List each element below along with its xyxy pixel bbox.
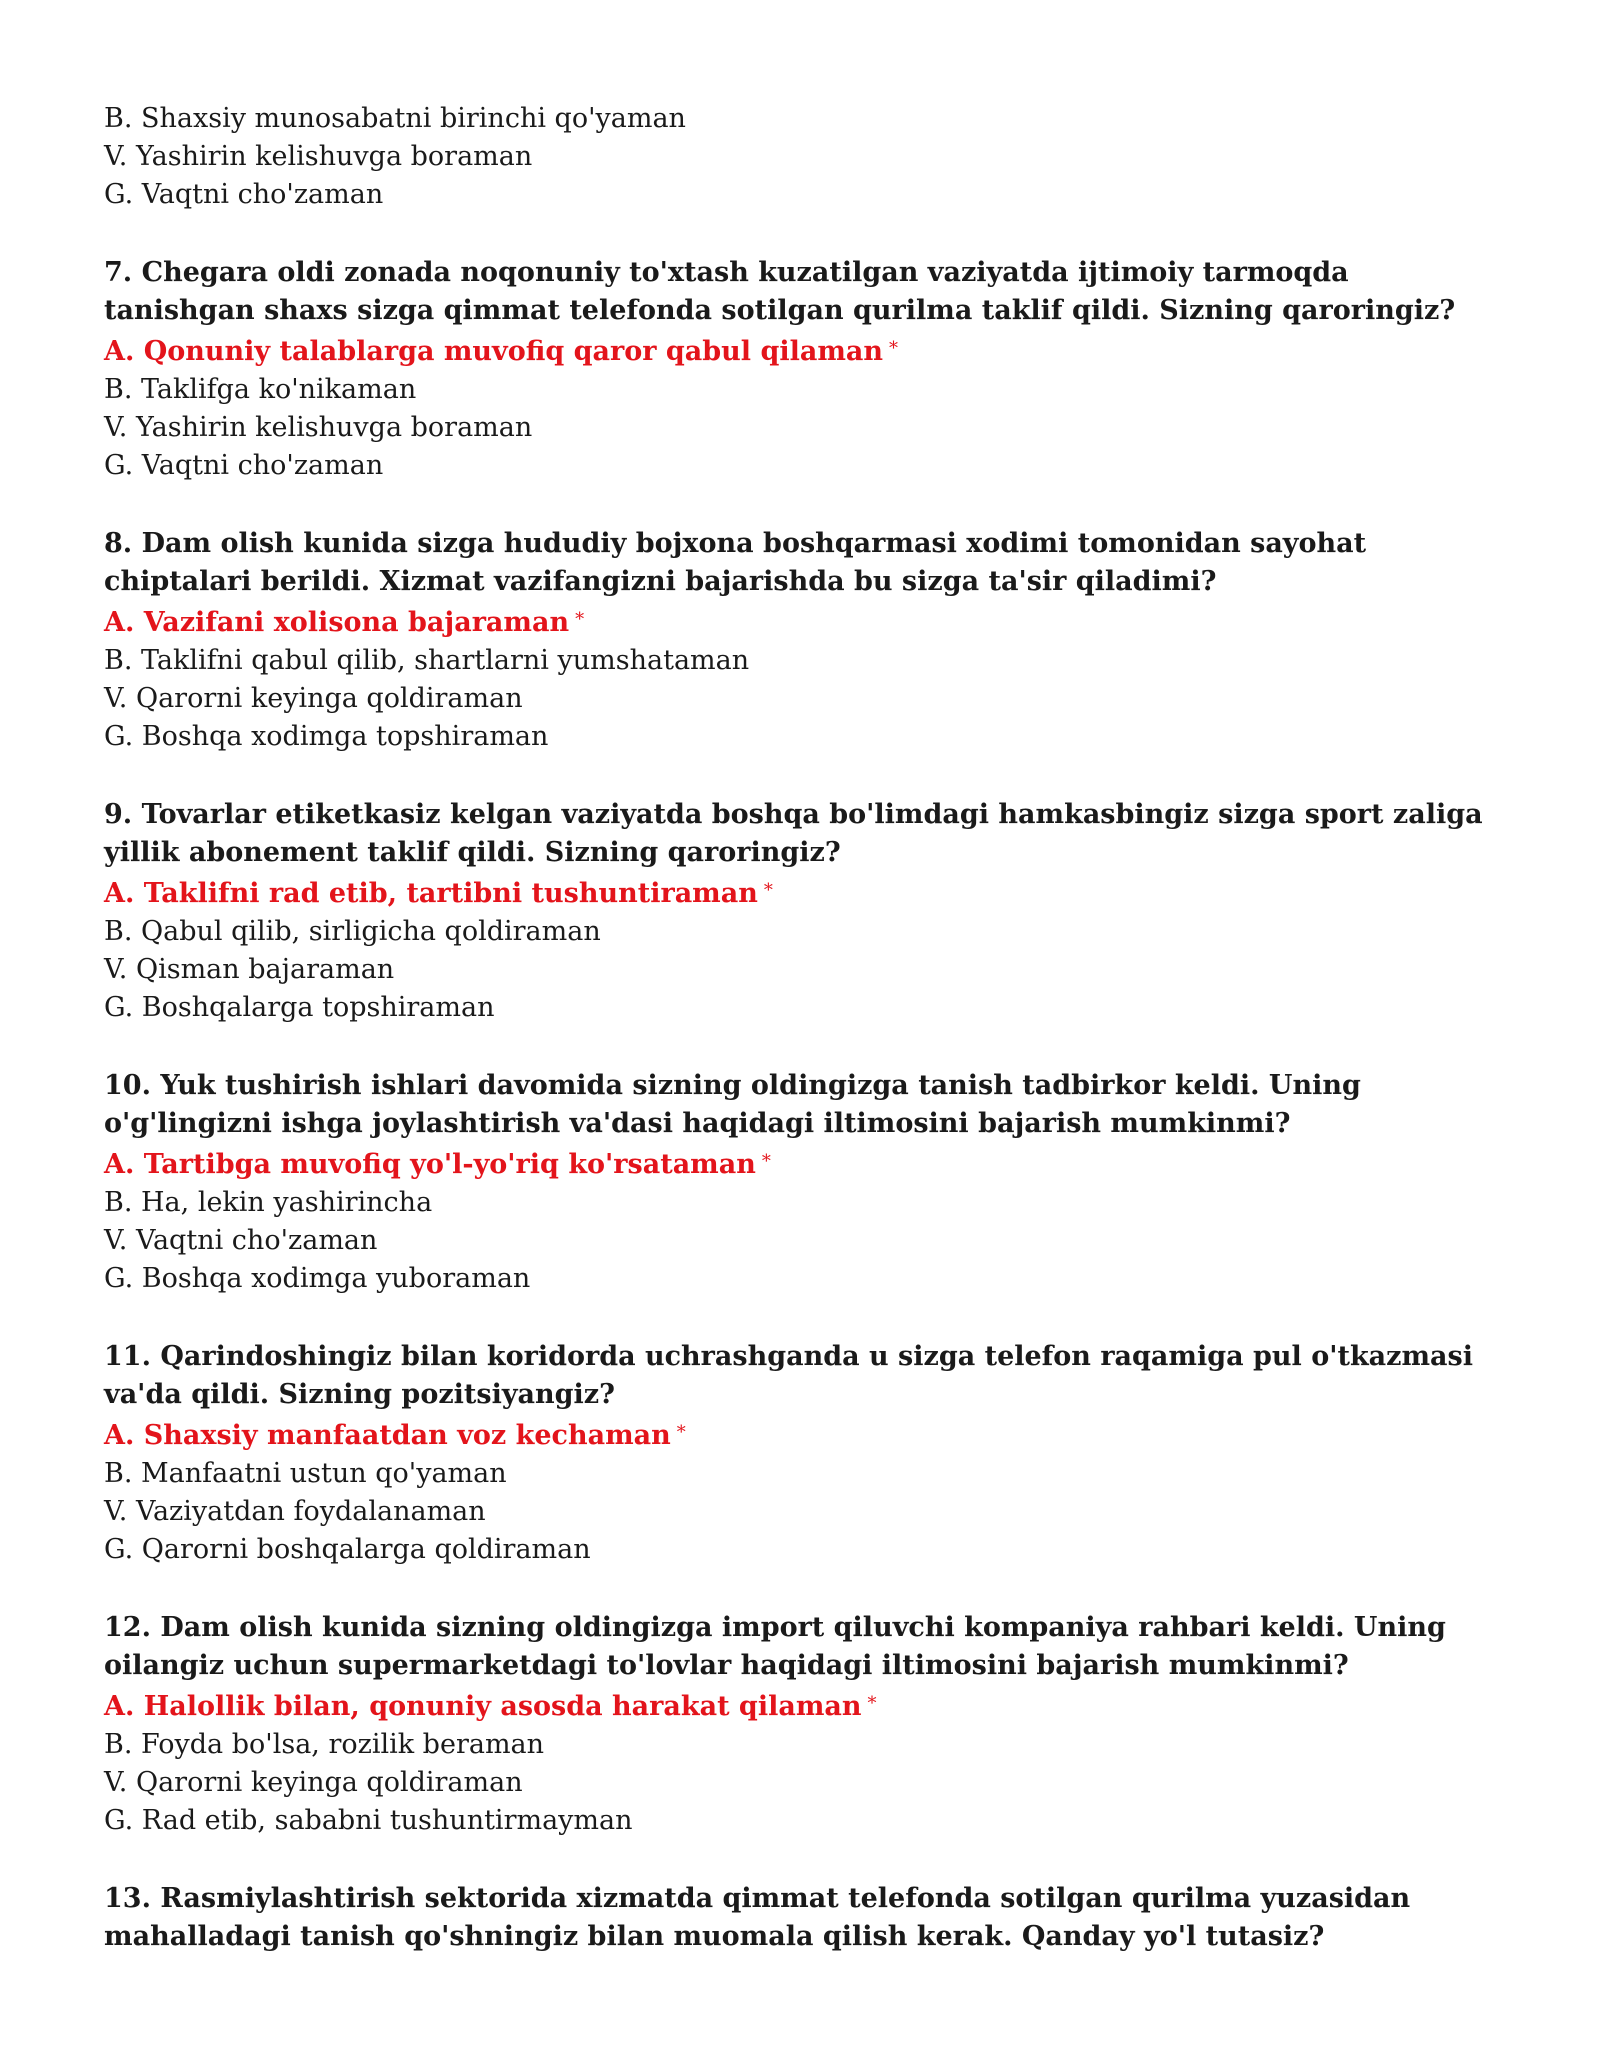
correct-answer-text: A. Vazifani xolisona bajaraman [104, 607, 570, 638]
option-v: V. Vaziyatdan foydalanaman [104, 1496, 486, 1527]
option-b: B. Qabul qilib, sirligicha qoldiraman [104, 916, 601, 947]
correct-marker: * [676, 1422, 686, 1443]
correct-answer [104, 330, 1504, 371]
option-b: B. Ha, lekin yashirincha [104, 1187, 433, 1218]
correct-answer [104, 601, 1504, 642]
correct-answer [104, 872, 1504, 913]
question-block-12 [104, 1609, 1504, 1840]
correct-marker: * [763, 880, 773, 901]
correct-marker: * [761, 1151, 771, 1172]
correct-answer-text: A. Halollik bilan, qonuniy asosda harakat qilaman [104, 1691, 862, 1722]
option-v: V. Yashirin kelishuvga boraman [104, 141, 533, 172]
option-b: B. Taklifga ko'nikaman [104, 374, 417, 405]
correct-answer [104, 1414, 1504, 1455]
option-b: B. Taklifni qabul qilib, shartlarni yumshataman [104, 645, 750, 676]
question-block-13 [104, 1880, 1504, 1956]
question-text: 9. Tovarlar etiketkasiz kelgan vaziyatda boshqa bo'limdagi hamkasbingiz sizga sport zaliga yillik abonement taklif qildi. Sizning qaroringiz? [104, 799, 1483, 868]
question-text: 8. Dam olish kunida sizga hududiy bojxona boshqarmasi xodimi tomonidan sayohat chiptalari berildi. Xizmat vazifangizni bajarishda bu sizga ta'sir qiladimi? [104, 528, 1367, 597]
correct-marker: * [867, 1693, 877, 1714]
option-b: B. Manfaatni ustun qo'yaman [104, 1458, 507, 1489]
carryover-options [104, 100, 1504, 214]
document-page [104, 100, 1504, 1956]
correct-answer-text: A. Qonuniy talablarga muvofiq qaror qabul qilaman [104, 336, 884, 367]
correct-answer [104, 1685, 1504, 1726]
option-g: G. Boshqa xodimga topshiraman [104, 721, 549, 752]
question-block-11 [104, 1338, 1504, 1569]
question-text: 10. Yuk tushirish ishlari davomida sizning oldingizga tanish tadbirkor keldi. Uning o'g'lingizni ishga joylashtirish va'dasi haqidagi iltimosini bajarish mumkinmi? [104, 1070, 1361, 1139]
question-text: 7. Chegara oldi zonada noqonuniy to'xtash kuzatilgan vaziyatda ijtimoiy tarmoqda tanishgan shaxs sizga qimmat telefonda sotilgan qurilma taklif qildi. Sizning qaroringiz? [104, 257, 1456, 326]
option-v: V. Yashirin kelishuvga boraman [104, 412, 533, 443]
correct-marker: * [889, 338, 899, 359]
option-b: B. Foyda bo'lsa, rozilik beraman [104, 1729, 545, 1760]
option-g: G. Rad etib, sababni tushuntirmayman [104, 1805, 633, 1836]
option-v: V. Qarorni keyinga qoldiraman [104, 683, 523, 714]
option-b: B. Shaxsiy munosabatni birinchi qo'yaman [104, 103, 686, 134]
correct-answer [104, 1143, 1504, 1184]
question-block-10 [104, 1067, 1504, 1298]
option-v: V. Qisman bajaraman [104, 954, 395, 985]
option-g: G. Boshqalarga topshiraman [104, 992, 495, 1023]
question-block-8 [104, 525, 1504, 756]
question-text: 13. Rasmiylashtirish sektorida xizmatda qimmat telefonda sotilgan qurilma yuzasidan mahalladagi tanish qo'shningiz bilan muomala qilish kerak. Qanday yo'l tutasiz? [104, 1883, 1411, 1952]
option-g: G. Vaqtni cho'zaman [104, 450, 384, 481]
correct-answer-text: A. Shaxsiy manfaatdan voz kechaman [104, 1420, 671, 1451]
question-block-7 [104, 254, 1504, 485]
question-block-9 [104, 796, 1504, 1027]
correct-answer-text: A. Taklifni rad etib, tartibni tushuntiraman [104, 878, 758, 909]
option-g: G. Vaqtni cho'zaman [104, 179, 384, 210]
option-v: V. Vaqtni cho'zaman [104, 1225, 378, 1256]
correct-marker: * [575, 609, 585, 630]
option-v: V. Qarorni keyinga qoldiraman [104, 1767, 523, 1798]
option-g: G. Qarorni boshqalarga qoldiraman [104, 1534, 591, 1565]
question-text: 12. Dam olish kunida sizning oldingizga import qiluvchi kompaniya rahbari keldi. Uning oilangiz uchun supermarketdagi to'lovlar haqidagi iltimosini bajarish mumkinmi? [104, 1612, 1446, 1681]
question-text: 11. Qarindoshingiz bilan koridorda uchrashganda u sizga telefon raqamiga pul o'tkazmasi va'da qildi. Sizning pozitsiyangiz? [104, 1341, 1473, 1410]
option-g: G. Boshqa xodimga yuboraman [104, 1263, 531, 1294]
correct-answer-text: A. Tartibga muvofiq yo'l-yo'riq ko'rsataman [104, 1149, 756, 1180]
